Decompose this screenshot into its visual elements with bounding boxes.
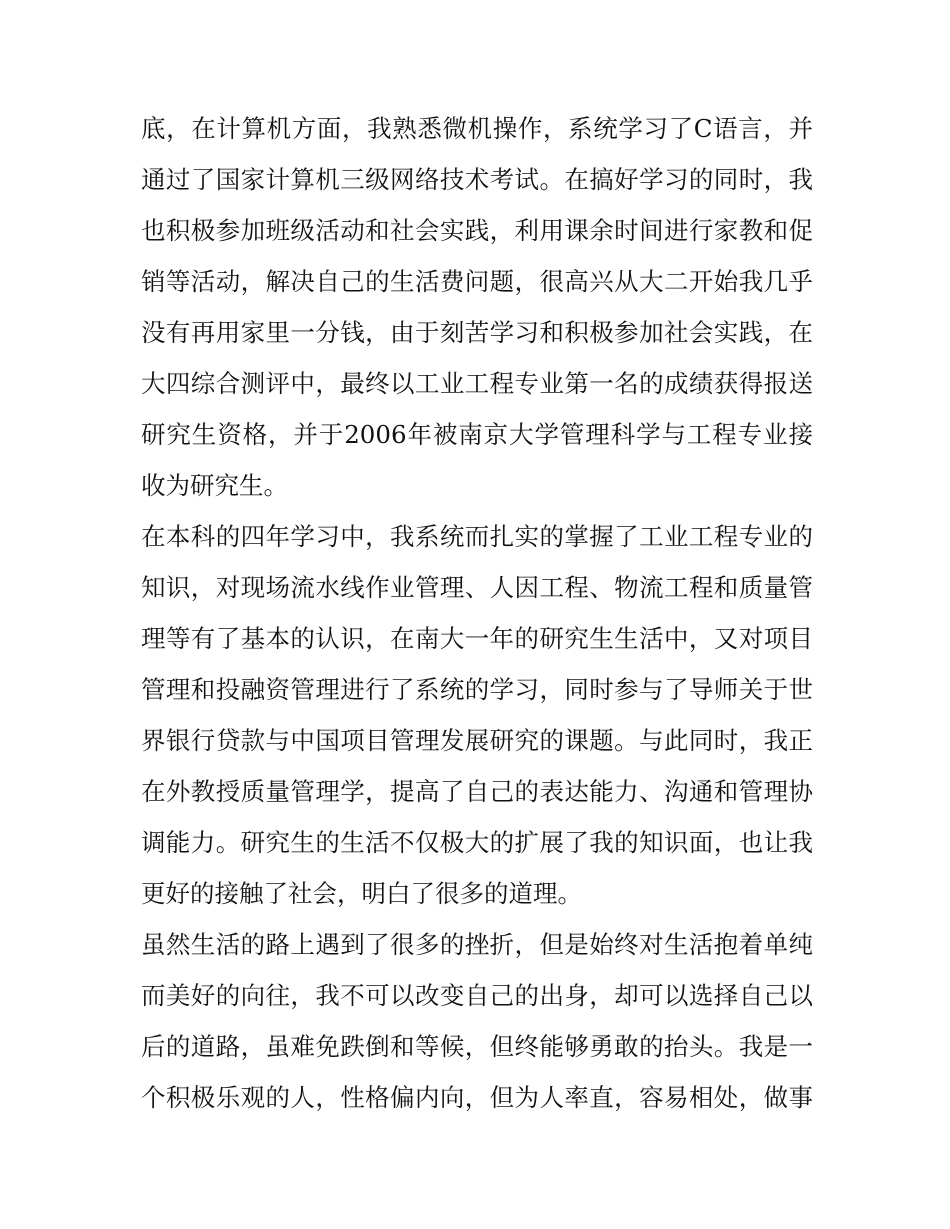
text-line: 研究生资格，并于2006年被南京大学管理科学与工程专业接 <box>141 420 813 449</box>
text-line: 而美好的向往，我不可以改变自己的出身，却可以选择自己以 <box>141 981 813 1010</box>
text-line: 收为研究生。 <box>141 471 288 500</box>
document-body <box>141 103 813 1123</box>
text-line: 也积极参加班级活动和社会实践，利用课余时间进行家教和促 <box>141 216 813 245</box>
text-line: 管理和投融资管理进行了系统的学习，同时参与了导师关于世 <box>141 675 813 704</box>
text-line: 更好的接触了社会，明白了很多的道理。 <box>141 879 582 908</box>
text-line: 知识，对现场流水线作业管理、人因工程、物流工程和质量管 <box>141 573 813 602</box>
text-line: 理等有了基本的认识，在南大一年的研究生生活中，又对项目 <box>141 624 813 653</box>
paragraph-3 <box>141 919 813 1123</box>
text-line: 销等活动，解决自己的生活费问题，很高兴从大二开始我几乎 <box>141 267 813 296</box>
text-line: 后的道路，虽难免跌倒和等候，但终能够勇敢的抬头。我是一 <box>141 1032 813 1061</box>
text-line: 虽然生活的路上遇到了很多的挫折，但是始终对生活抱着单纯 <box>141 930 813 959</box>
text-line: 底，在计算机方面，我熟悉微机操作，系统学习了C语言，并 <box>141 114 813 143</box>
text-line: 调能力。研究生的生活不仅极大的扩展了我的知识面，也让我 <box>141 828 813 857</box>
text-line: 通过了国家计算机三级网络技术考试。在搞好学习的同时，我 <box>141 165 813 194</box>
text-line: 大四综合测评中，最终以工业工程专业第一名的成绩获得报送 <box>141 369 813 398</box>
paragraph-2 <box>141 511 813 919</box>
text-line: 没有再用家里一分钱，由于刻苦学习和积极参加社会实践，在 <box>141 318 813 347</box>
text-line: 个积极乐观的人，性格偏内向，但为人率直，容易相处，做事 <box>141 1083 813 1112</box>
text-line: 在本科的四年学习中，我系统而扎实的掌握了工业工程专业的 <box>141 522 813 551</box>
paragraph-1 <box>141 103 813 511</box>
text-line: 在外教授质量管理学，提高了自己的表达能力、沟通和管理协 <box>141 777 813 806</box>
text-line: 界银行贷款与中国项目管理发展研究的课题。与此同时，我正 <box>141 726 813 755</box>
